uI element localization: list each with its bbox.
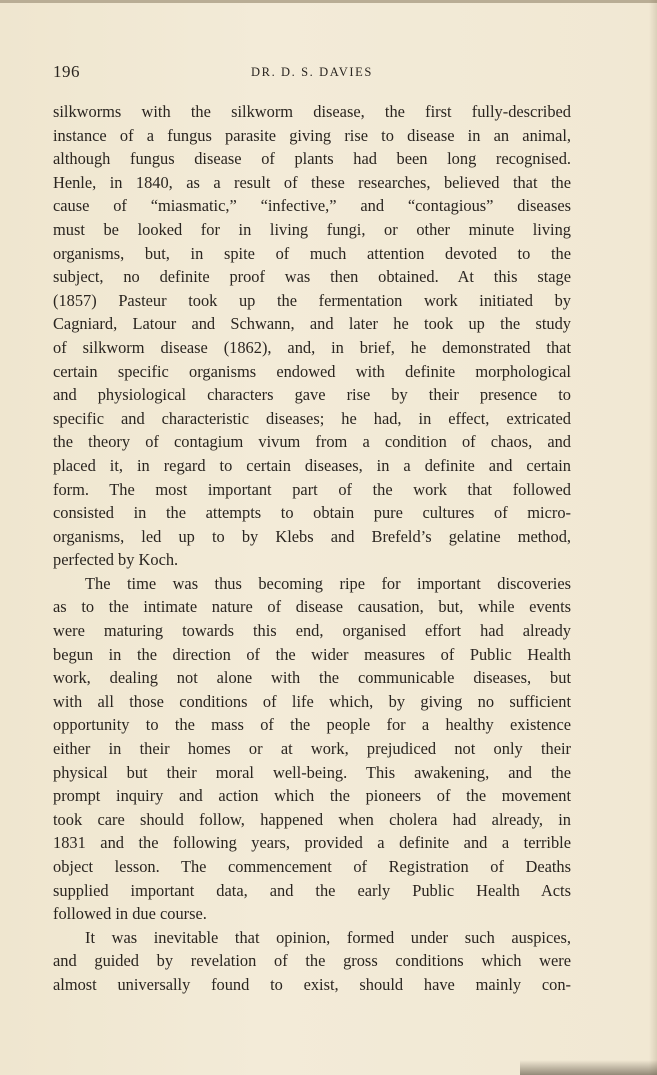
text-line: with all those conditions of life which, by giving no sufficient [53,691,571,711]
text-line: consisted in the attempts to obtain pure cultures of micro- [53,503,571,523]
text-line: subject, no definite proof was then obtained. At this stage [53,267,571,287]
text-line: followed in due course. [53,904,207,924]
text-line: cause of “miasmatic,” “infective,” and “contagious” diseases [53,196,571,216]
text-line: (1857) Pasteur took up the fermentation work initiated by [53,290,571,310]
text-line: and physiological characters gave rise by their presence to [53,385,571,405]
text-line: as to the intimate nature of disease causation, but, while events [53,597,571,617]
text-line: supplied important data, and the early Public Health Acts [53,880,571,900]
top-edge [0,0,657,3]
text-line: form. The most important part of the work that followed [53,479,571,499]
page-bottom-shadow [520,1060,657,1075]
text-line: The time was thus becoming ripe for important discoveries [85,573,571,593]
page-number: 196 [53,62,80,81]
text-line: 1831 and the following years, provided a definite and a terrible [53,833,571,853]
text-line: either in their homes or at work, prejudiced not only their [53,739,571,759]
text-line: opportunity to the mass of the people for a healthy existence [53,715,571,735]
text-line: almost universally found to exist, should have mainly con- [53,974,571,994]
text-line: must be looked for in living fungi, or other minute living [53,219,571,239]
running-head: DR. D. S. DAVIES [251,65,373,79]
text-line: Cagniard, Latour and Schwann, and later he took up the study [53,314,571,334]
page-header [53,62,571,84]
text-line: placed it, in regard to certain diseases, in a definite and certain [53,455,571,475]
text-line: the theory of contagium vivum from a condition of chaos, and [53,432,571,452]
body-text [53,100,571,997]
page-right-edge [649,0,657,1075]
text-line: object lesson. The commencement of Registration of Deaths [53,857,571,876]
text-line: begun in the direction of the wider measures of Public Health [53,644,571,664]
text-line: took care should follow, happened when cholera had already, in [53,809,571,829]
text-line: and guided by revelation of the gross conditions which were [53,951,571,971]
text-line: silkworms with the silkworm disease, the first fully-described [53,102,571,121]
text-line: organisms, led up to by Klebs and Brefeld’s gelatine method, [53,526,571,546]
text-line: were maturing towards this end, organised effort had already [53,621,571,641]
text-line: certain specific organisms endowed with definite morphological [53,361,571,381]
text-line: perfected by Koch. [53,550,179,570]
text-line: organisms, but, in spite of much attention devoted to the [53,243,571,263]
text-line: of silkworm disease (1862), and, in brief, he demonstrated that [53,337,571,357]
text-line: Henle, in 1840, as a result of these researches, believed that the [53,172,571,192]
text-line: instance of a fungus parasite giving rise to disease in an animal, [53,125,571,145]
text-line: although fungus disease of plants had been long recognised. [53,149,571,169]
text-line: physical but their moral well-being. This awakening, and the [53,762,571,782]
text-line: It was inevitable that opinion, formed under such auspices, [85,927,571,947]
text-line: work, dealing not alone with the communicable diseases, but [53,668,571,688]
text-line: prompt inquiry and action which the pioneers of the movement [53,786,571,806]
text-line: specific and characteristic diseases; he had, in effect, extricated [53,408,571,428]
